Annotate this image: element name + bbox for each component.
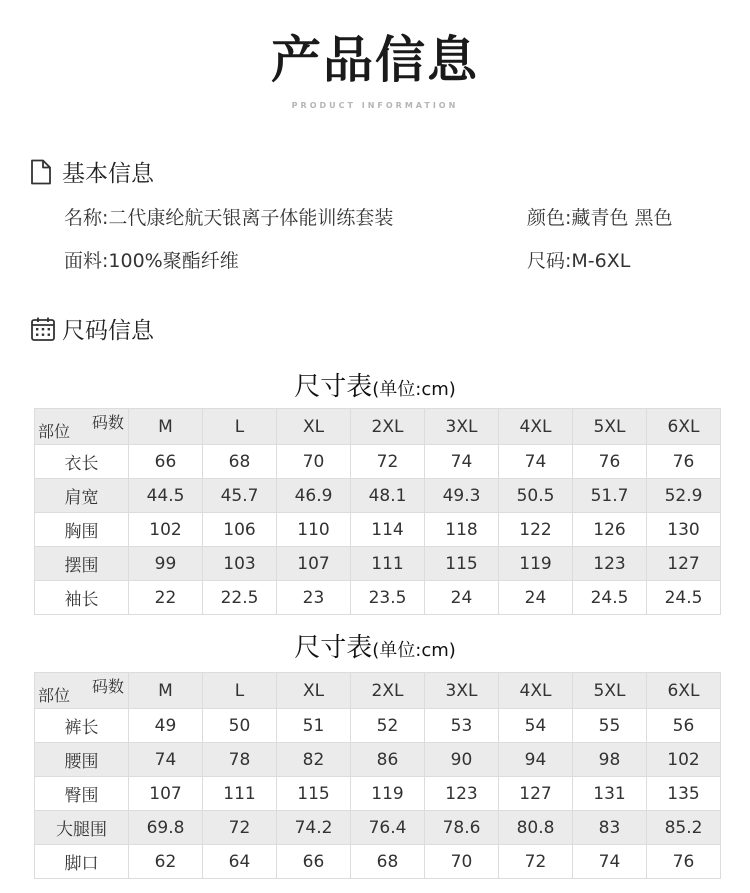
- measurement-cell: 107: [129, 777, 203, 811]
- size-table-2-title: [0, 627, 750, 664]
- measurement-cell: 24.5: [647, 581, 721, 615]
- measurement-cell: 72: [351, 445, 425, 479]
- row-part-label: 裤长: [35, 709, 129, 743]
- measurement-cell: 54: [499, 709, 573, 743]
- row-part-label: 腰围: [35, 743, 129, 777]
- table-row: [35, 513, 721, 547]
- size-header-cell: M: [129, 409, 203, 445]
- corner-label-size: 码数: [91, 677, 124, 696]
- measurement-cell: 22.5: [203, 581, 277, 615]
- measurement-cell: 74: [129, 743, 203, 777]
- measurement-cell: 131: [573, 777, 647, 811]
- measurement-cell: 23: [277, 581, 351, 615]
- measurement-cell: 52.9: [647, 479, 721, 513]
- measurement-cell: 78.6: [425, 811, 499, 845]
- measurement-cell: 98: [573, 743, 647, 777]
- measurement-cell: 83: [573, 811, 647, 845]
- table-row: [35, 547, 721, 581]
- measurement-cell: 50: [203, 709, 277, 743]
- measurement-cell: 74: [425, 445, 499, 479]
- measurement-cell: 52: [351, 709, 425, 743]
- measurement-cell: 49: [129, 709, 203, 743]
- measurement-cell: 66: [277, 845, 351, 879]
- size-table-1-title-unit: (单位:cm): [372, 379, 456, 400]
- measurement-cell: 51: [277, 709, 351, 743]
- size-info-heading-label: 尺码信息: [62, 318, 154, 344]
- table-corner-cell: [35, 673, 129, 709]
- measurement-cell: 68: [351, 845, 425, 879]
- measurement-cell: 53: [425, 709, 499, 743]
- measurement-cell: 76: [647, 845, 721, 879]
- size-table-2-title-main: 尺寸表: [294, 633, 373, 663]
- measurement-cell: 76: [647, 445, 721, 479]
- page-subtitle: PRODUCT INFORMATION: [291, 101, 459, 110]
- measurement-cell: 130: [647, 513, 721, 547]
- measurement-cell: 24: [499, 581, 573, 615]
- size-header-cell: 2XL: [351, 673, 425, 709]
- measurement-cell: 123: [425, 777, 499, 811]
- measurement-cell: 74.2: [277, 811, 351, 845]
- measurement-cell: 50.5: [499, 479, 573, 513]
- measurement-cell: 70: [277, 445, 351, 479]
- measurement-cell: 118: [425, 513, 499, 547]
- measurement-cell: 70: [425, 845, 499, 879]
- corner-label-part: 部位: [38, 422, 71, 441]
- table-row: [35, 581, 721, 615]
- measurement-cell: 45.7: [203, 479, 277, 513]
- size-table-2-title-unit: (单位:cm): [372, 640, 456, 661]
- product-name: 名称:二代康纶航天银离子体能训练套装: [64, 207, 394, 229]
- measurement-cell: 76.4: [351, 811, 425, 845]
- measurement-cell: 107: [277, 547, 351, 581]
- measurement-cell: 110: [277, 513, 351, 547]
- measurement-cell: 119: [351, 777, 425, 811]
- measurement-cell: 119: [499, 547, 573, 581]
- measurement-cell: 82: [277, 743, 351, 777]
- size-header-cell: 2XL: [351, 409, 425, 445]
- measurement-cell: 22: [129, 581, 203, 615]
- calendar-icon: [30, 316, 54, 342]
- table-corner-cell: [35, 409, 129, 445]
- size-header-cell: L: [203, 673, 277, 709]
- measurement-cell: 49.3: [425, 479, 499, 513]
- product-fabric: 面料:100%聚酯纤维: [64, 250, 239, 272]
- measurement-cell: 64: [203, 845, 277, 879]
- size-header-cell: L: [203, 409, 277, 445]
- measurement-cell: 123: [573, 547, 647, 581]
- row-part-label: 衣长: [35, 445, 129, 479]
- measurement-cell: 115: [425, 547, 499, 581]
- measurement-cell: 114: [351, 513, 425, 547]
- table-row: [35, 777, 721, 811]
- measurement-cell: 23.5: [351, 581, 425, 615]
- table-header-row: [35, 673, 721, 709]
- measurement-cell: 62: [129, 845, 203, 879]
- row-part-label: 胸围: [35, 513, 129, 547]
- measurement-cell: 103: [203, 547, 277, 581]
- measurement-cell: 78: [203, 743, 277, 777]
- corner-label-part: 部位: [38, 686, 71, 705]
- size-header-cell: 5XL: [573, 409, 647, 445]
- measurement-cell: 111: [203, 777, 277, 811]
- measurement-cell: 24: [425, 581, 499, 615]
- size-header-cell: XL: [277, 673, 351, 709]
- size-info-heading: [30, 312, 154, 345]
- table-row: [35, 743, 721, 777]
- measurement-cell: 94: [499, 743, 573, 777]
- measurement-cell: 127: [499, 777, 573, 811]
- size-header-cell: M: [129, 673, 203, 709]
- measurement-cell: 99: [129, 547, 203, 581]
- measurement-cell: 127: [647, 547, 721, 581]
- measurement-cell: 48.1: [351, 479, 425, 513]
- table-row: [35, 709, 721, 743]
- table-header-row: [35, 409, 721, 445]
- row-part-label: 摆围: [35, 547, 129, 581]
- size-header-cell: 6XL: [647, 673, 721, 709]
- size-header-cell: 3XL: [425, 673, 499, 709]
- page-title: 产品信息: [271, 31, 479, 89]
- measurement-cell: 76: [573, 445, 647, 479]
- product-size-range: 尺码:M-6XL: [527, 250, 631, 272]
- size-table-1-title-main: 尺寸表: [294, 372, 373, 402]
- size-table-1-title: [0, 366, 750, 403]
- row-part-label: 大腿围: [35, 811, 129, 845]
- measurement-cell: 51.7: [573, 479, 647, 513]
- measurement-cell: 86: [351, 743, 425, 777]
- size-header-cell: 4XL: [499, 673, 573, 709]
- measurement-cell: 44.5: [129, 479, 203, 513]
- measurement-cell: 126: [573, 513, 647, 547]
- size-table-2: [34, 672, 721, 879]
- measurement-cell: 72: [499, 845, 573, 879]
- measurement-cell: 115: [277, 777, 351, 811]
- row-part-label: 袖长: [35, 581, 129, 615]
- measurement-cell: 106: [203, 513, 277, 547]
- product-color: 颜色:藏青色 黑色: [527, 207, 673, 229]
- measurement-cell: 122: [499, 513, 573, 547]
- row-part-label: 脚口: [35, 845, 129, 879]
- basic-info-heading-label: 基本信息: [62, 161, 154, 187]
- measurement-cell: 74: [499, 445, 573, 479]
- measurement-cell: 72: [203, 811, 277, 845]
- measurement-cell: 24.5: [573, 581, 647, 615]
- size-header-cell: XL: [277, 409, 351, 445]
- measurement-cell: 85.2: [647, 811, 721, 845]
- measurement-cell: 111: [351, 547, 425, 581]
- row-part-label: 臀围: [35, 777, 129, 811]
- basic-info-heading: [30, 155, 154, 188]
- table-row: [35, 811, 721, 845]
- measurement-cell: 102: [647, 743, 721, 777]
- measurement-cell: 66: [129, 445, 203, 479]
- measurement-cell: 56: [647, 709, 721, 743]
- measurement-cell: 80.8: [499, 811, 573, 845]
- size-header-cell: 6XL: [647, 409, 721, 445]
- measurement-cell: 135: [647, 777, 721, 811]
- size-header-cell: 5XL: [573, 673, 647, 709]
- table-row: [35, 845, 721, 879]
- measurement-cell: 55: [573, 709, 647, 743]
- document-icon: [30, 159, 54, 185]
- size-table-1: [34, 408, 721, 615]
- table-row: [35, 479, 721, 513]
- row-part-label: 肩宽: [35, 479, 129, 513]
- measurement-cell: 46.9: [277, 479, 351, 513]
- size-header-cell: 3XL: [425, 409, 499, 445]
- measurement-cell: 90: [425, 743, 499, 777]
- measurement-cell: 74: [573, 845, 647, 879]
- measurement-cell: 68: [203, 445, 277, 479]
- measurement-cell: 102: [129, 513, 203, 547]
- measurement-cell: 69.8: [129, 811, 203, 845]
- corner-label-size: 码数: [91, 413, 124, 432]
- size-header-cell: 4XL: [499, 409, 573, 445]
- table-row: [35, 445, 721, 479]
